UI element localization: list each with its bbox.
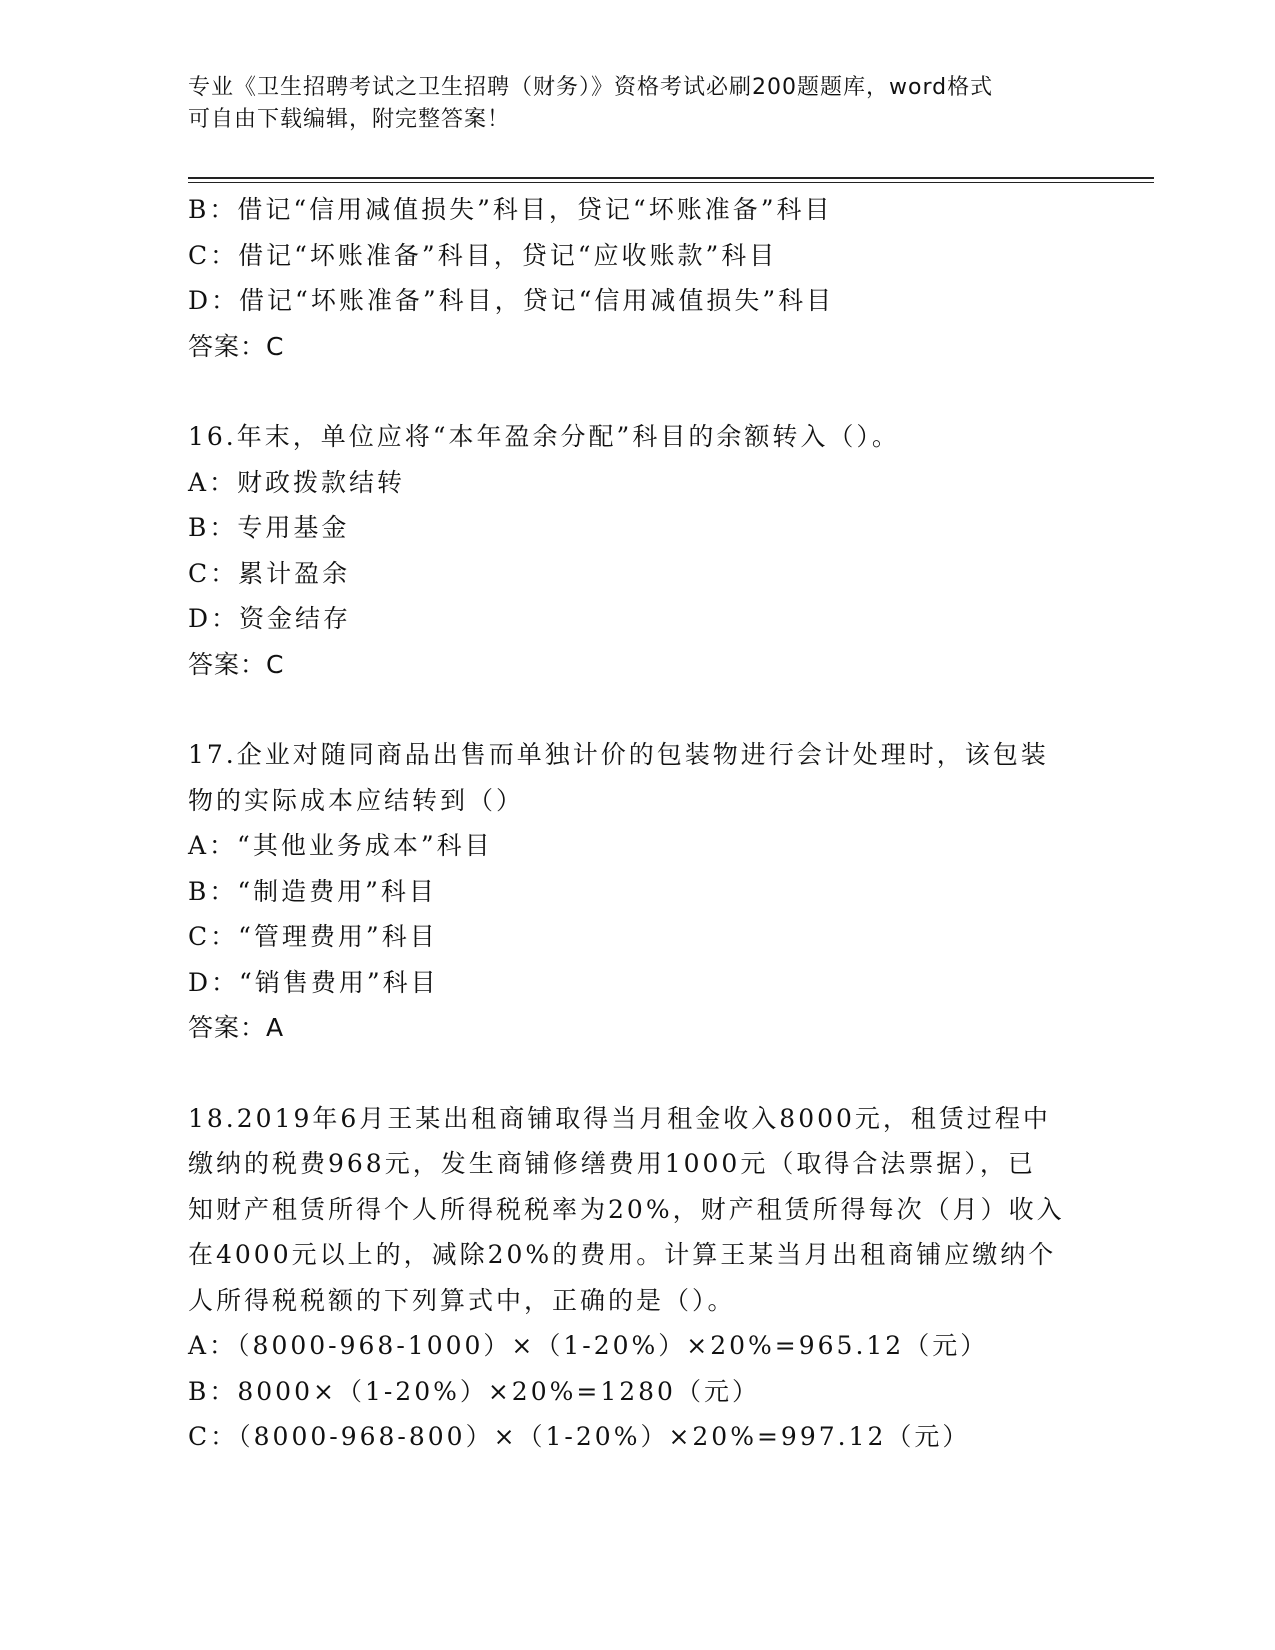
document-body	[188, 187, 1088, 1460]
q18-stem-line-4: 在4000元以上的，减除20%的费用。计算王某当月出租商铺应缴纳个	[188, 1240, 1057, 1269]
q15-option-b: B：借记“信用减值损失”科目，贷记“坏账准备”科目	[188, 195, 833, 224]
q18-stem-line-1: 18.2019年6月王某出租商铺取得当月租金收入8000元，租赁过程中	[188, 1103, 1051, 1133]
q18-option-a: A：（8000-968-1000）×（1-20%）×20%=965.12（元）	[188, 1331, 989, 1360]
q17-answer: 答案：A	[188, 1013, 285, 1042]
q16-stem: 16.年末，单位应将“本年盈余分配”科目的余额转入（）。	[188, 422, 900, 451]
q17-option-d: D：“销售费用”科目	[188, 967, 439, 997]
spacer	[188, 1051, 1088, 1096]
q17-option-a: A：“其他业务成本”科目	[188, 831, 493, 860]
q18-stem-line-3: 知财产租赁所得个人所得税税率为20%，财产租赁所得每次（月）收入	[188, 1194, 1065, 1224]
document-header	[188, 72, 1088, 136]
header-line-1: 专业《卫生招聘考试之卫生招聘（财务）》资格考试必刷200题题库，word格式	[188, 75, 994, 100]
q16-answer: 答案：C	[188, 649, 285, 679]
q15-option-c: C：借记“坏账准备”科目，贷记“应收账款”科目	[188, 240, 778, 270]
q16-option-c: C：累计盈余	[188, 558, 351, 588]
q17-option-b: B：“制造费用”科目	[188, 876, 437, 906]
q17-stem-line-2: 物的实际成本应结转到（）	[188, 785, 525, 815]
spacer	[188, 687, 1088, 732]
header-rule-thin	[188, 182, 1154, 183]
q16-option-a: A：财政拨款结转	[188, 467, 406, 497]
q18-stem-line-5: 人所得税税额的下列算式中，正确的是（）。	[188, 1285, 736, 1315]
q17-option-c: C：“管理费用”科目	[188, 922, 438, 951]
q18-option-c: C：（8000-968-800）×（1-20%）×20%=997.12（元）	[188, 1422, 971, 1451]
q15-option-d: D：借记“坏账准备”科目，贷记“信用减值损失”科目	[188, 286, 835, 315]
q18-stem-line-2: 缴纳的税费968元，发生商铺修缮费用1000元（取得合法票据），已	[188, 1149, 1036, 1178]
q18-option-b: B：8000×（1-20%）×20%=1280（元）	[188, 1376, 760, 1406]
spacer	[188, 369, 1088, 414]
header-line-2: 可自由下载编辑，附完整答案！	[188, 107, 511, 132]
q16-option-b: B：专用基金	[188, 513, 350, 542]
header-rule-thick	[188, 177, 1154, 179]
q16-option-d: D：资金结存	[188, 604, 352, 633]
q15-answer: 答案：C	[188, 331, 285, 361]
q17-stem-line-1: 17.企业对随同商品出售而单独计价的包装物进行会计处理时，该包装	[188, 740, 1049, 769]
